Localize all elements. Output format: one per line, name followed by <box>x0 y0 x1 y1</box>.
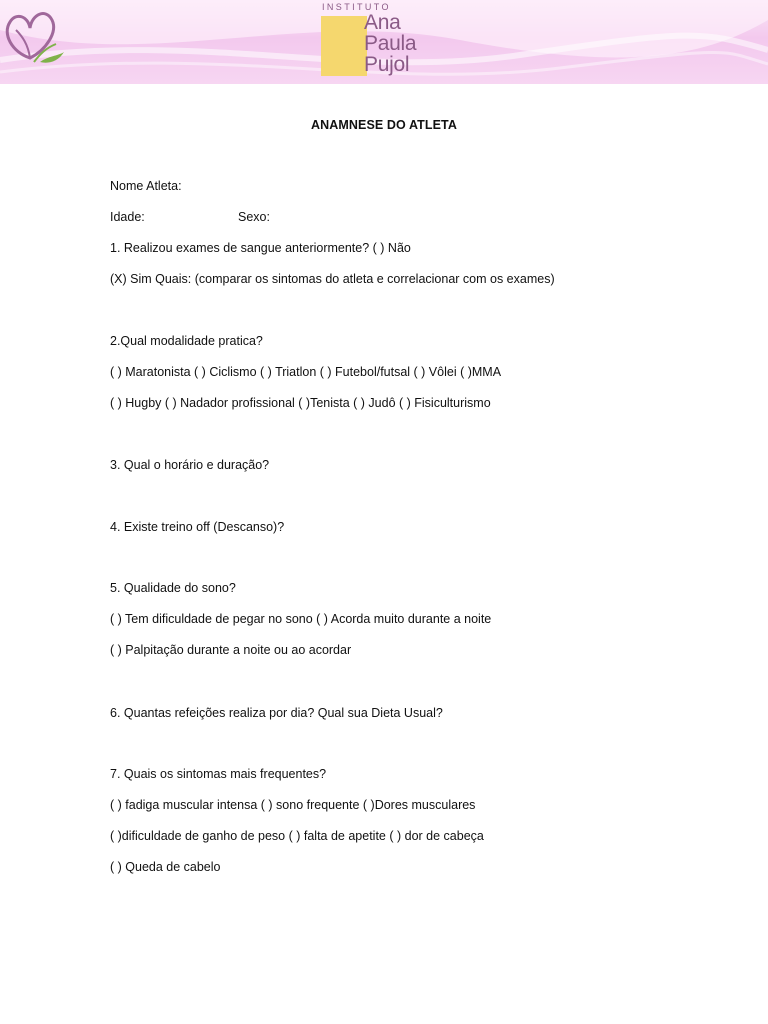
question-5-options-1: ( ) Tem dificuldade de pegar no sono ( ) Acorda muito durante a noite <box>110 612 492 626</box>
field-sexo: Sexo: <box>238 210 270 224</box>
flower-logo-icon <box>0 0 70 66</box>
logo-name-line-2: Paula <box>364 32 417 55</box>
logo-name-line-1: Ana <box>364 11 401 34</box>
header-banner <box>0 0 768 84</box>
question-7-options-1: ( ) fadiga muscular intensa ( ) sono frequente ( )Dores musculares <box>110 798 476 812</box>
question-6: 6. Quantas refeições realiza por dia? Qual sua Dieta Usual? <box>110 706 443 720</box>
field-idade: Idade: <box>110 210 145 224</box>
question-5: 5. Qualidade do sono? <box>110 581 236 595</box>
question-1-answer: (X) Sim Quais: (comparar os sintomas do atleta e correlacionar com os exames) <box>110 272 555 286</box>
question-7-options-2: ( )dificuldade de ganho de peso ( ) falta de apetite ( ) dor de cabeça <box>110 829 484 843</box>
logo-name-line-3: Pujol <box>364 53 410 76</box>
question-5-options-2: ( ) Palpitação durante a noite ou ao acordar <box>110 643 352 657</box>
question-2: 2.Qual modalidade pratica? <box>110 334 263 348</box>
question-3: 3. Qual o horário e duração? <box>110 458 270 472</box>
document-title: ANAMNESE DO ATLETA <box>310 118 457 132</box>
question-7: 7. Quais os sintomas mais frequentes? <box>110 767 327 781</box>
question-2-options-1: ( ) Maratonista ( ) Ciclismo ( ) Triatlon ( ) Futebol/futsal ( ) Vôlei ( )MMA <box>110 365 502 379</box>
question-1: 1. Realizou exames de sangue anteriormente? ( ) Não <box>110 241 411 255</box>
question-4: 4. Existe treino off (Descanso)? <box>110 520 285 534</box>
question-2-options-2: ( ) Hugby ( ) Nadador profissional ( )Tenista ( ) Judô ( ) Fisiculturismo <box>110 396 491 410</box>
logo-instituto: INSTITUTO <box>322 2 391 12</box>
field-nome-atleta: Nome Atleta: <box>110 179 182 193</box>
logo-background <box>321 16 367 76</box>
question-7-options-3: ( ) Queda de cabelo <box>110 860 221 874</box>
